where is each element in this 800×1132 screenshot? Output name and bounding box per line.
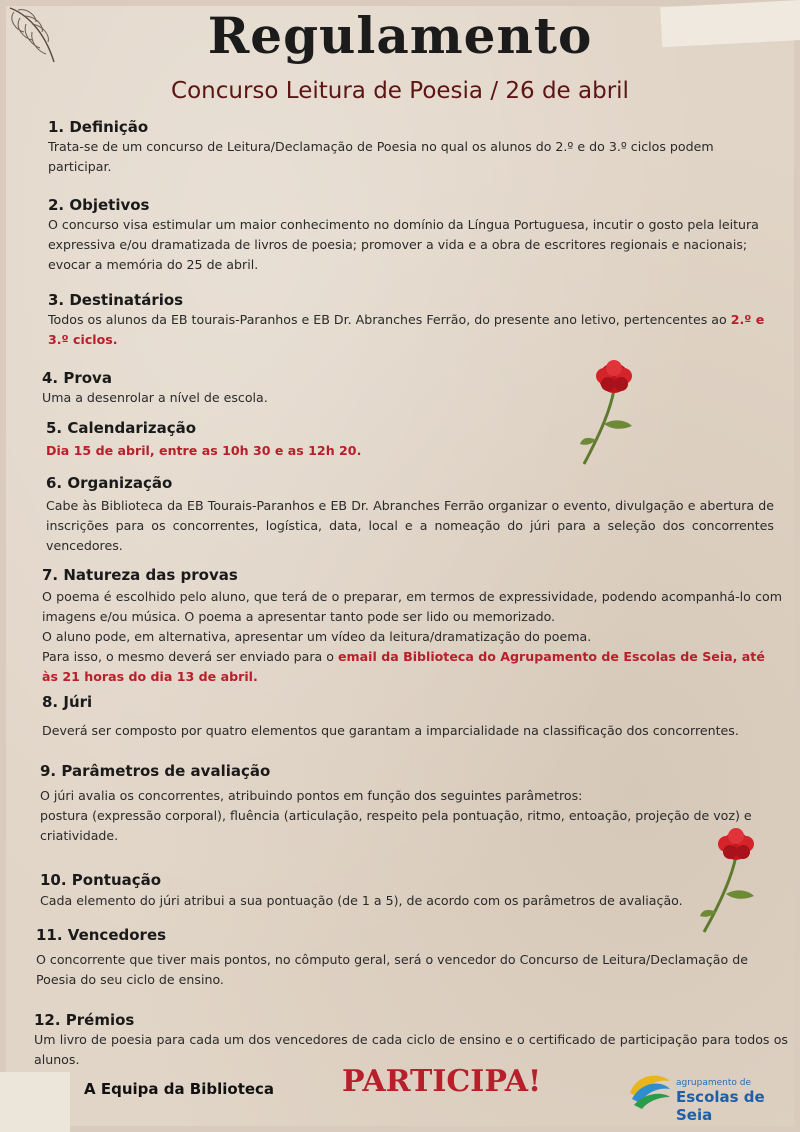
section-heading: 1. Definição [48, 118, 149, 136]
section-heading: 11. Vencedores [36, 926, 167, 944]
library-team-signature: A Equipa da Biblioteca [84, 1080, 275, 1098]
section-heading: 2. Objetivos [48, 196, 150, 214]
participa-call-to-action: PARTICIPA! [342, 1064, 542, 1099]
section-text-main: Para isso, o mesmo deverá ser enviado para o [42, 649, 334, 664]
section-pontuacao [40, 871, 720, 911]
section-text: Um livro de poesia para cada um dos vencedores de cada ciclo de ensino e o certificado de participação para todos os alunos. [34, 1032, 788, 1067]
page-subtitle: Concurso Leitura de Poesia / 26 de abril [171, 78, 629, 104]
section-natureza-provas [42, 566, 782, 687]
section-organizacao [46, 474, 774, 556]
section-text: Uma a desenrolar a nível de escola. [42, 390, 268, 405]
section-highlight: 2.º e 3.º ciclos. [48, 312, 765, 347]
section-definicao [48, 118, 778, 177]
section-heading: 5. Calendarização [46, 419, 197, 437]
section-premios [34, 1011, 788, 1070]
section-heading: 12. Prémios [34, 1011, 135, 1029]
section-heading: 4. Prova [42, 369, 112, 387]
section-text-1: O júri avalia os concorrentes, atribuindo pontos em função dos seguintes parâmetros: [40, 788, 583, 803]
section-text: Cabe às Biblioteca da EB Tourais-Paranhos e EB Dr. Abranches Ferrão organizar o evento, divulgação e abertura de inscrições para os concorrentes, logística, data, local e a nomeação do júri para a seleção dos concorrentes vencedores. [46, 498, 774, 553]
section-heading: 7. Natureza das provas [42, 566, 238, 584]
carnation-flower-icon [574, 360, 644, 470]
section-juri [42, 693, 782, 741]
section-text-3 [42, 647, 782, 687]
section-text-2: O aluno pode, em alternativa, apresentar um vídeo da leitura/dramatização do poema. [42, 629, 592, 644]
logo-text-big: Escolas de Seia [676, 1088, 765, 1124]
section-objetivos [48, 196, 778, 275]
section-heading: 10. Pontuação [40, 871, 162, 889]
section-heading: 9. Parâmetros de avaliação [40, 762, 271, 780]
section-text: O concurso visa estimular um maior conhecimento no domínio da Língua Portuguesa, incutir o gosto pela leitura expressiva e/ou dramatizada de livros de poesia; promover a vida e a obra de escritores regionais e nacionais; evocar a memória do 25 de abril. [48, 217, 759, 272]
page-title: Regulamento [207, 6, 593, 65]
section-parametros [40, 762, 780, 846]
section-vencedores [36, 926, 776, 990]
section-destinatarios [48, 291, 783, 350]
section-text-main: Todos os alunos da EB tourais-Paranhos e EB Dr. Abranches Ferrão, do presente ano letivo, pertencentes ao [48, 312, 727, 327]
logo-text-small: agrupamento de [676, 1078, 752, 1088]
section-highlight: Dia 15 de abril, entre as 10h 30 e as 12h 20. [46, 443, 362, 458]
section-text-2: postura (expressão corporal), fluência (articulação, respeito pela pontuação, ritmo, entoação, projeção de voz) e criatividade. [40, 808, 752, 843]
section-text: O concorrente que tiver mais pontos, no cômputo geral, será o vencedor do Concurso de Leitura/Declamação de Poesia do seu ciclo de ensino. [36, 952, 748, 987]
section-prova [42, 369, 542, 408]
section-heading: 6. Organização [46, 474, 173, 492]
section-highlight: email da Biblioteca do Agrupamento de Escolas de Seia, até às 21 horas do dia 13 de abril. [42, 649, 765, 684]
section-text: Deverá ser composto por quatro elementos que garantam a imparcialidade na classificação dos concorrentes. [42, 723, 739, 738]
section-text [48, 310, 783, 350]
section-text [46, 441, 546, 461]
section-heading: 3. Destinatários [48, 291, 184, 309]
section-text: Trata-se de um concurso de Leitura/Declamação de Poesia no qual os alunos do 2.º e do 3.º ciclos podem participar. [48, 139, 714, 174]
section-text-1: O poema é escolhido pelo aluno, que terá de o preparar, em termos de expressividade, podendo acompanhá-lo com imagens e/ou música. O poema a apresentar tanto pode ser lido ou memorizado. [42, 589, 782, 624]
section-heading: 8. Júri [42, 693, 93, 711]
section-calendarizacao [46, 419, 546, 461]
newsprint-scrap-bottom-left [0, 1072, 70, 1132]
section-text: Cada elemento do júri atribui a sua pontuação (de 1 a 5), de acordo com os parâmetros de avaliação. [40, 893, 683, 908]
